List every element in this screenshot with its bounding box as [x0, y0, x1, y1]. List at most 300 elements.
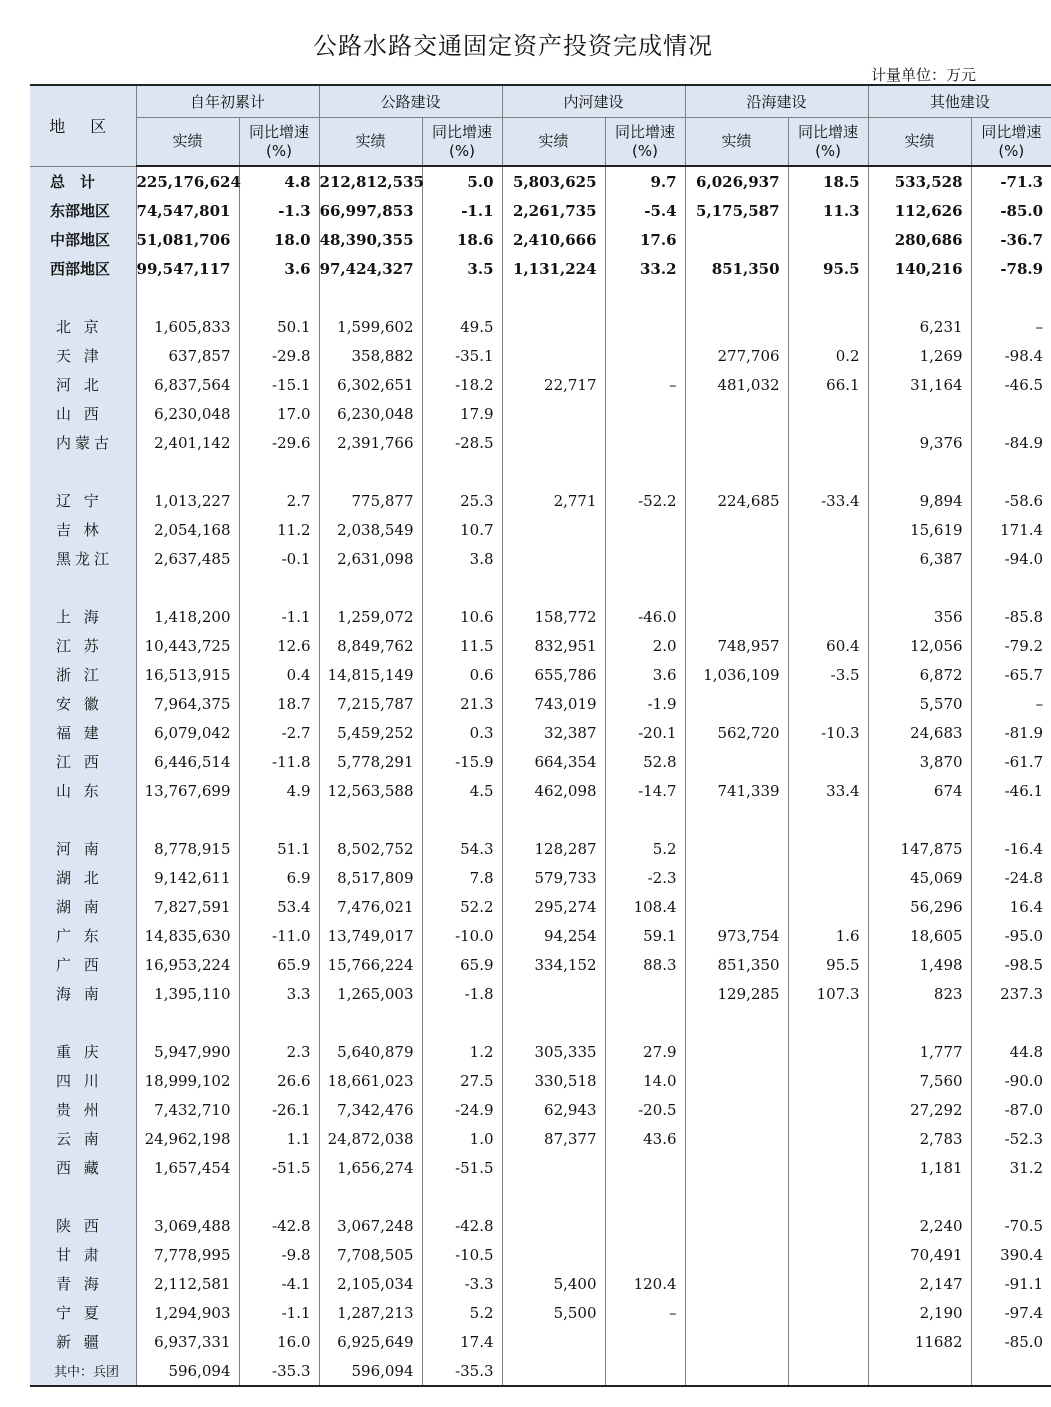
value-growth: -46.1 — [971, 776, 1051, 805]
value-growth — [788, 602, 868, 631]
value-actual: 27,292 — [868, 1095, 971, 1124]
value-growth — [422, 457, 502, 486]
table-row — [30, 428, 1051, 457]
value-actual: 7,964,375 — [136, 689, 239, 718]
value-growth: 18.6 — [422, 225, 502, 254]
table-row — [30, 486, 1051, 515]
value-growth — [605, 312, 685, 341]
value-growth: -85.8 — [971, 602, 1051, 631]
value-actual: 97,424,327 — [319, 254, 422, 283]
value-growth — [788, 863, 868, 892]
value-growth: 1.1 — [239, 1124, 319, 1153]
header-growth-line2: (%) — [632, 141, 659, 160]
value-actual — [502, 1182, 605, 1211]
value-growth: 2.3 — [239, 1037, 319, 1066]
value-actual — [502, 805, 605, 834]
value-growth: -14.7 — [605, 776, 685, 805]
value-growth — [605, 1211, 685, 1240]
value-actual: 2,112,581 — [136, 1269, 239, 1298]
region-name: 广 东 — [30, 921, 136, 950]
value-actual: 1,265,003 — [319, 979, 422, 1008]
value-actual — [502, 1327, 605, 1356]
value-growth: 54.3 — [422, 834, 502, 863]
value-growth — [788, 805, 868, 834]
header-group-cumulative: 自年初累计 — [136, 85, 319, 118]
value-growth: 33.4 — [788, 776, 868, 805]
value-growth — [788, 892, 868, 921]
value-actual: 3,067,248 — [319, 1211, 422, 1240]
value-actual — [502, 573, 605, 602]
value-actual — [685, 1356, 788, 1386]
value-growth — [788, 1066, 868, 1095]
value-growth — [605, 805, 685, 834]
value-growth: -46.5 — [971, 370, 1051, 399]
table-row — [30, 718, 1051, 747]
value-actual — [502, 1240, 605, 1269]
value-actual: 973,754 — [685, 921, 788, 950]
region-name: 湖 南 — [30, 892, 136, 921]
value-actual: 1,599,602 — [319, 312, 422, 341]
value-actual: 5,500 — [502, 1298, 605, 1327]
value-actual: 212,812,535 — [319, 166, 422, 196]
value-growth: -51.5 — [422, 1153, 502, 1182]
value-actual — [685, 1037, 788, 1066]
value-actual: 6,872 — [868, 660, 971, 689]
value-growth — [788, 573, 868, 602]
value-growth: 3.6 — [239, 254, 319, 283]
value-growth: 43.6 — [605, 1124, 685, 1153]
value-growth: -78.9 — [971, 254, 1051, 283]
value-actual — [868, 399, 971, 428]
table-row — [30, 1298, 1051, 1327]
value-actual: 1,013,227 — [136, 486, 239, 515]
region-name: 黑龙江 — [30, 544, 136, 573]
value-actual: 2,771 — [502, 486, 605, 515]
value-growth: 51.1 — [239, 834, 319, 863]
value-actual: 2,391,766 — [319, 428, 422, 457]
value-actual — [685, 399, 788, 428]
table-row — [30, 399, 1051, 428]
value-actual — [502, 312, 605, 341]
value-growth — [788, 1298, 868, 1327]
header-actual: 实绩 — [502, 118, 605, 167]
value-actual: 823 — [868, 979, 971, 1008]
value-growth: 0.2 — [788, 341, 868, 370]
value-actual — [319, 805, 422, 834]
value-growth — [788, 1095, 868, 1124]
region-name: 上 海 — [30, 602, 136, 631]
header-growth — [239, 118, 319, 167]
value-growth: 11.2 — [239, 515, 319, 544]
value-growth: 237.3 — [971, 979, 1051, 1008]
value-growth: 10.6 — [422, 602, 502, 631]
value-actual: 7,778,995 — [136, 1240, 239, 1269]
value-growth: -2.3 — [605, 863, 685, 892]
value-actual: 94,254 — [502, 921, 605, 950]
value-growth: 18.7 — [239, 689, 319, 718]
value-growth — [971, 283, 1051, 312]
value-actual — [685, 1211, 788, 1240]
value-actual: 8,778,915 — [136, 834, 239, 863]
value-growth: -29.6 — [239, 428, 319, 457]
value-growth — [605, 341, 685, 370]
value-actual: 1,294,903 — [136, 1298, 239, 1327]
value-actual: 1,269 — [868, 341, 971, 370]
header-growth-line1: 同比增速 — [249, 122, 310, 141]
header-actual: 实绩 — [685, 118, 788, 167]
value-growth: 18.5 — [788, 166, 868, 196]
header-growth-line1: 同比增速 — [798, 122, 859, 141]
value-actual — [136, 283, 239, 312]
value-growth: -3.3 — [422, 1269, 502, 1298]
region-name: 西部地区 — [30, 254, 136, 283]
value-actual — [685, 1269, 788, 1298]
value-growth — [422, 1182, 502, 1211]
value-growth — [788, 283, 868, 312]
value-growth: -52.3 — [971, 1124, 1051, 1153]
value-growth: -1.8 — [422, 979, 502, 1008]
value-actual: 741,339 — [685, 776, 788, 805]
region-name: 海 南 — [30, 979, 136, 1008]
value-growth: 18.0 — [239, 225, 319, 254]
value-actual: 851,350 — [685, 254, 788, 283]
header-growth — [422, 118, 502, 167]
region-name: 甘 肃 — [30, 1240, 136, 1269]
value-growth: 95.5 — [788, 950, 868, 979]
value-actual: 1,287,213 — [319, 1298, 422, 1327]
value-actual — [685, 602, 788, 631]
value-growth: -9.8 — [239, 1240, 319, 1269]
value-growth: -1.9 — [605, 689, 685, 718]
value-actual: 6,837,564 — [136, 370, 239, 399]
table-row — [30, 863, 1051, 892]
value-growth — [788, 1269, 868, 1298]
value-actual: 6,387 — [868, 544, 971, 573]
value-actual: 147,875 — [868, 834, 971, 863]
value-growth — [971, 1356, 1051, 1386]
value-growth: -28.5 — [422, 428, 502, 457]
value-growth: 27.9 — [605, 1037, 685, 1066]
value-actual: 851,350 — [685, 950, 788, 979]
table-row — [30, 689, 1051, 718]
value-actual: 295,274 — [502, 892, 605, 921]
value-actual: 637,857 — [136, 341, 239, 370]
value-actual: 579,733 — [502, 863, 605, 892]
value-growth: 14.0 — [605, 1066, 685, 1095]
value-growth: -98.4 — [971, 341, 1051, 370]
region-name — [30, 1182, 136, 1211]
header-actual: 实绩 — [136, 118, 239, 167]
header-growth-line2: (%) — [449, 141, 475, 160]
value-growth: -79.2 — [971, 631, 1051, 660]
spacer-row — [30, 573, 1051, 602]
value-growth: -58.6 — [971, 486, 1051, 515]
value-growth: 5.0 — [422, 166, 502, 196]
value-growth: -35.3 — [239, 1356, 319, 1386]
value-actual: 6,230,048 — [319, 399, 422, 428]
value-growth: -10.3 — [788, 718, 868, 747]
value-growth — [788, 1211, 868, 1240]
value-growth: 107.3 — [788, 979, 868, 1008]
region-name: 中部地区 — [30, 225, 136, 254]
value-actual: 51,081,706 — [136, 225, 239, 254]
value-growth: – — [971, 689, 1051, 718]
value-actual — [685, 544, 788, 573]
value-growth: 50.1 — [239, 312, 319, 341]
value-growth — [422, 1008, 502, 1037]
header-group-coastal: 沿海建设 — [685, 85, 868, 118]
value-growth: -29.8 — [239, 341, 319, 370]
value-actual: 2,410,666 — [502, 225, 605, 254]
value-actual: 7,476,021 — [319, 892, 422, 921]
value-actual — [685, 428, 788, 457]
value-growth: -1.3 — [239, 196, 319, 225]
value-actual — [502, 1356, 605, 1386]
value-growth: -35.1 — [422, 341, 502, 370]
value-actual: 2,631,098 — [319, 544, 422, 573]
value-actual — [685, 283, 788, 312]
value-growth — [239, 805, 319, 834]
value-growth: -24.8 — [971, 863, 1051, 892]
value-actual: 74,547,801 — [136, 196, 239, 225]
value-growth — [971, 1182, 1051, 1211]
region-name: 福 建 — [30, 718, 136, 747]
value-growth: 3.8 — [422, 544, 502, 573]
value-growth: 0.4 — [239, 660, 319, 689]
value-growth: – — [605, 1298, 685, 1327]
value-actual — [136, 573, 239, 602]
table-row — [30, 1095, 1051, 1124]
value-growth: 33.2 — [605, 254, 685, 283]
value-actual: 225,176,624 — [136, 166, 239, 196]
region-name: 内蒙古 — [30, 428, 136, 457]
value-growth: 31.2 — [971, 1153, 1051, 1182]
value-actual — [685, 1182, 788, 1211]
value-growth: -42.8 — [239, 1211, 319, 1240]
value-actual — [685, 805, 788, 834]
value-growth — [605, 457, 685, 486]
value-growth — [605, 428, 685, 457]
value-actual: 1,181 — [868, 1153, 971, 1182]
value-growth: – — [605, 370, 685, 399]
value-growth: 9.7 — [605, 166, 685, 196]
value-growth — [788, 1182, 868, 1211]
value-growth: -97.4 — [971, 1298, 1051, 1327]
region-name: 江 苏 — [30, 631, 136, 660]
region-name: 广 西 — [30, 950, 136, 979]
spacer-row — [30, 283, 1051, 312]
value-actual: 305,335 — [502, 1037, 605, 1066]
value-actual — [502, 544, 605, 573]
header-group-inland-river: 内河建设 — [502, 85, 685, 118]
value-actual: 99,547,117 — [136, 254, 239, 283]
value-actual — [685, 834, 788, 863]
value-growth — [788, 428, 868, 457]
value-actual: 13,749,017 — [319, 921, 422, 950]
region-name: 山 西 — [30, 399, 136, 428]
value-growth: 108.4 — [605, 892, 685, 921]
value-growth — [788, 747, 868, 776]
value-growth — [605, 515, 685, 544]
value-actual: 1,777 — [868, 1037, 971, 1066]
value-growth: 53.4 — [239, 892, 319, 921]
value-actual: 7,432,710 — [136, 1095, 239, 1124]
value-growth: 27.5 — [422, 1066, 502, 1095]
header-growth-line2: (%) — [998, 141, 1025, 160]
value-growth: -95.0 — [971, 921, 1051, 950]
value-actual: 22,717 — [502, 370, 605, 399]
region-name: 吉 林 — [30, 515, 136, 544]
table-row — [30, 1066, 1051, 1095]
region-name: 江 西 — [30, 747, 136, 776]
header-growth-line2: (%) — [266, 141, 292, 160]
value-growth — [971, 1008, 1051, 1037]
value-actual: 2,401,142 — [136, 428, 239, 457]
value-growth: 65.9 — [422, 950, 502, 979]
table-row — [30, 1124, 1051, 1153]
value-growth: -91.1 — [971, 1269, 1051, 1298]
value-actual: 128,287 — [502, 834, 605, 863]
value-growth: 49.5 — [422, 312, 502, 341]
value-growth: 1.6 — [788, 921, 868, 950]
value-actual: 16,953,224 — [136, 950, 239, 979]
value-actual: 748,957 — [685, 631, 788, 660]
unit-label: 计量单位：万元 — [870, 66, 976, 84]
table-row — [30, 1211, 1051, 1240]
header-group-other: 其他建设 — [868, 85, 1051, 118]
value-growth: -70.5 — [971, 1211, 1051, 1240]
value-actual: 2,054,168 — [136, 515, 239, 544]
value-actual: 8,849,762 — [319, 631, 422, 660]
value-growth: 52.8 — [605, 747, 685, 776]
value-actual — [502, 1008, 605, 1037]
value-growth: 52.2 — [422, 892, 502, 921]
value-actual: 7,708,505 — [319, 1240, 422, 1269]
region-name: 陕 西 — [30, 1211, 136, 1240]
value-growth — [788, 689, 868, 718]
region-name: 河 北 — [30, 370, 136, 399]
value-actual: 2,637,485 — [136, 544, 239, 573]
value-actual: 31,164 — [868, 370, 971, 399]
value-actual: 6,079,042 — [136, 718, 239, 747]
value-actual: 2,261,735 — [502, 196, 605, 225]
value-growth: -87.0 — [971, 1095, 1051, 1124]
value-actual: 2,783 — [868, 1124, 971, 1153]
value-actual: 330,518 — [502, 1066, 605, 1095]
value-actual: 16,513,915 — [136, 660, 239, 689]
value-growth: 5.2 — [422, 1298, 502, 1327]
header-growth — [605, 118, 685, 167]
region-name — [30, 805, 136, 834]
value-actual: 8,517,809 — [319, 863, 422, 892]
value-growth — [422, 805, 502, 834]
value-actual: 9,894 — [868, 486, 971, 515]
value-growth — [605, 1327, 685, 1356]
value-actual — [868, 805, 971, 834]
value-growth: 12.6 — [239, 631, 319, 660]
value-actual: 224,685 — [685, 486, 788, 515]
value-growth — [788, 1124, 868, 1153]
value-growth — [239, 1008, 319, 1037]
table-row — [30, 776, 1051, 805]
value-growth: -84.9 — [971, 428, 1051, 457]
value-actual — [502, 341, 605, 370]
value-actual — [868, 1182, 971, 1211]
header-growth — [788, 118, 868, 167]
header-region: 地 区 — [30, 85, 136, 166]
value-actual — [319, 573, 422, 602]
value-actual: 158,772 — [502, 602, 605, 631]
value-actual — [868, 1356, 971, 1386]
value-growth: 26.6 — [239, 1066, 319, 1095]
value-growth: 10.7 — [422, 515, 502, 544]
value-growth: 65.9 — [239, 950, 319, 979]
value-actual: 112,626 — [868, 196, 971, 225]
value-growth: 171.4 — [971, 515, 1051, 544]
value-growth — [788, 225, 868, 254]
table-row — [30, 254, 1051, 283]
value-growth: 17.6 — [605, 225, 685, 254]
value-growth: 59.1 — [605, 921, 685, 950]
value-actual: 1,657,454 — [136, 1153, 239, 1182]
value-actual — [136, 457, 239, 486]
value-growth — [971, 457, 1051, 486]
value-growth — [422, 283, 502, 312]
value-actual: 7,342,476 — [319, 1095, 422, 1124]
value-growth — [605, 1008, 685, 1037]
value-growth — [605, 544, 685, 573]
value-growth: -33.4 — [788, 486, 868, 515]
table-row — [30, 834, 1051, 863]
table-row — [30, 1240, 1051, 1269]
value-growth: 3.6 — [605, 660, 685, 689]
value-growth: -90.0 — [971, 1066, 1051, 1095]
value-actual: 1,131,224 — [502, 254, 605, 283]
value-actual: 2,038,549 — [319, 515, 422, 544]
region-name: 河 南 — [30, 834, 136, 863]
value-actual: 1,605,833 — [136, 312, 239, 341]
header-actual: 实绩 — [868, 118, 971, 167]
value-growth: 2.0 — [605, 631, 685, 660]
region-name: 山 东 — [30, 776, 136, 805]
value-growth: -94.0 — [971, 544, 1051, 573]
value-actual — [685, 573, 788, 602]
region-name: 浙 江 — [30, 660, 136, 689]
region-name: 新 疆 — [30, 1327, 136, 1356]
table-row — [30, 1153, 1051, 1182]
value-actual: 334,152 — [502, 950, 605, 979]
value-actual — [502, 515, 605, 544]
value-actual: 18,661,023 — [319, 1066, 422, 1095]
value-actual: 129,285 — [685, 979, 788, 1008]
value-actual: 533,528 — [868, 166, 971, 196]
value-growth: -20.5 — [605, 1095, 685, 1124]
value-actual: 775,877 — [319, 486, 422, 515]
table-row — [30, 1356, 1051, 1386]
value-actual — [685, 863, 788, 892]
value-growth: -26.1 — [239, 1095, 319, 1124]
header-growth-line1: 同比增速 — [432, 122, 493, 141]
value-growth: -4.1 — [239, 1269, 319, 1298]
value-actual: 5,570 — [868, 689, 971, 718]
spacer-row — [30, 457, 1051, 486]
value-growth — [788, 544, 868, 573]
value-actual: 6,302,651 — [319, 370, 422, 399]
value-actual — [685, 1153, 788, 1182]
value-actual — [685, 312, 788, 341]
region-name — [30, 1008, 136, 1037]
value-actual: 24,872,038 — [319, 1124, 422, 1153]
